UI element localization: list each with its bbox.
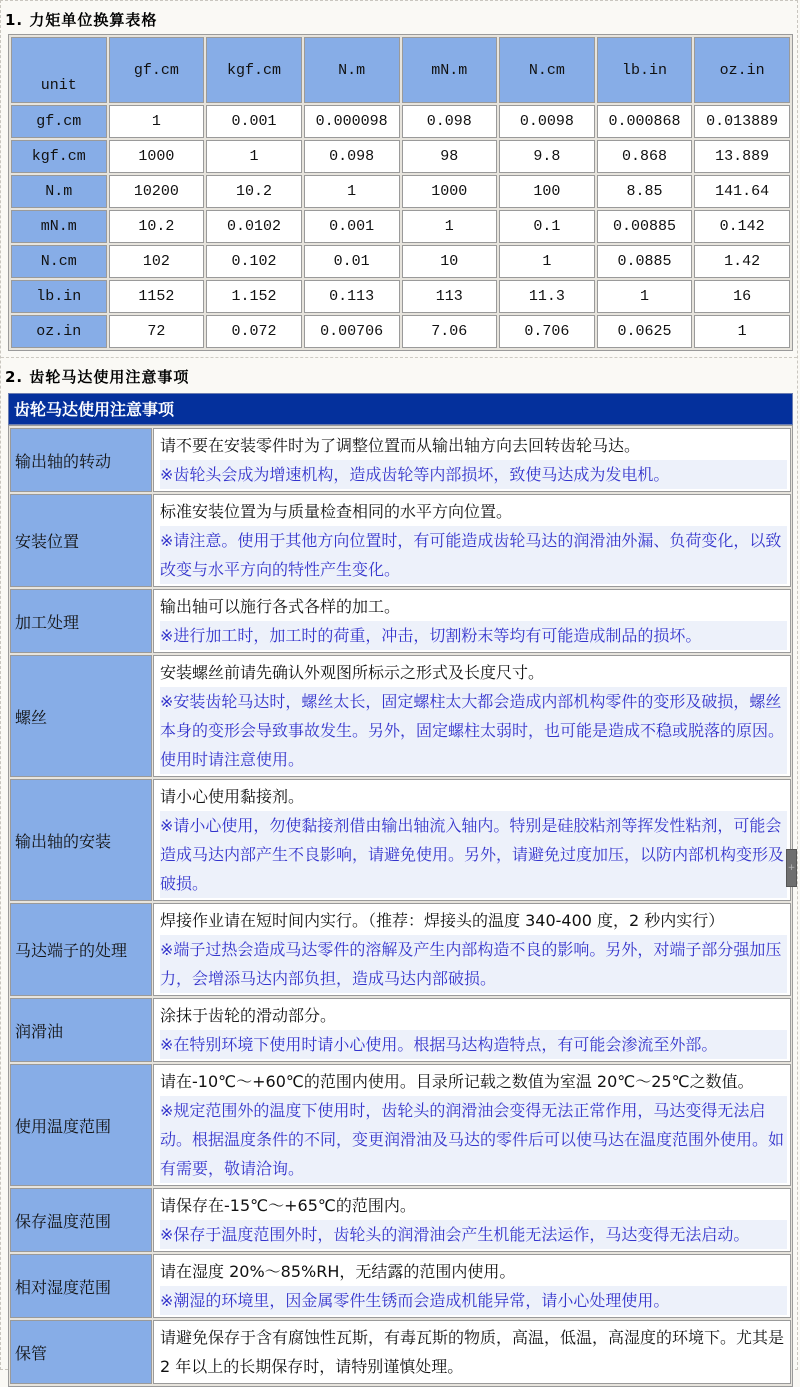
conversion-value-cell: 0.00706 (304, 315, 400, 348)
column-header-cell: lb.in (597, 37, 693, 103)
conversion-value-cell: 1 (402, 210, 498, 243)
precaution-row (10, 779, 791, 901)
conversion-value-cell: 0.0102 (206, 210, 302, 243)
precautions-table (8, 425, 793, 1387)
precaution-content-cell (153, 494, 791, 587)
precaution-content-cell (153, 1254, 791, 1318)
precaution-note-text: ※在特别环境下使用时请小心使用。根据马达构造特点，有可能会渗流至外部。 (160, 1030, 787, 1059)
conversion-value-cell: 0.868 (597, 140, 693, 173)
precaution-row (10, 1320, 791, 1384)
conversion-value-cell: 0.00885 (597, 210, 693, 243)
conversion-value-cell: 0.013889 (694, 105, 790, 138)
precaution-note-text: ※安装齿轮马达时，螺丝太长，固定螺柱太大都会造成内部机构零件的变形及破损，螺丝本身的变形会导致事故发生。另外，固定螺柱太弱时，也可能是造成不稳或脱落的原因。使用时请注意使用。 (160, 687, 787, 774)
conversion-value-cell: 1.42 (694, 245, 790, 278)
precaution-label-cell: 使用温度范围 (10, 1064, 152, 1186)
row-unit-cell: kgf.cm (11, 140, 107, 173)
conversion-value-cell: 1 (597, 280, 693, 313)
precaution-row (10, 494, 791, 587)
conversion-row (11, 280, 790, 313)
conversion-value-cell: 0.0885 (597, 245, 693, 278)
conversion-value-cell: 1 (499, 245, 595, 278)
conversion-value-cell: 9.8 (499, 140, 595, 173)
row-unit-cell: gf.cm (11, 105, 107, 138)
conversion-row (11, 140, 790, 173)
precaution-note-text: ※规定范围外的温度下使用时，齿轮头的润滑油会变得无法正常作用，马达变得无法启动。根据温度条件的不同，变更润滑油及马达的零件后可以使马达在温度范围外使用。如有需要，敬请洽询。 (160, 1096, 787, 1183)
column-header-cell: kgf.cm (206, 37, 302, 103)
conversion-row (11, 245, 790, 278)
conversion-row (11, 210, 790, 243)
precaution-row (10, 1188, 791, 1252)
conversion-value-cell: 0.001 (304, 210, 400, 243)
precaution-note-text: ※端子过热会造成马达零件的溶解及产生内部构造不良的影响。另外，对端子部分强加压力，会增添马达内部负担，造成马达内部破损。 (160, 935, 787, 993)
precaution-main-text: 焊接作业请在短时间内实行。（推荐：焊接头的温度 340-400 度，2 秒内实行） (160, 911, 725, 930)
precaution-note-text: ※潮湿的环境里，因金属零件生锈而会造成机能异常，请小心处理使用。 (160, 1286, 787, 1315)
precaution-main-text: 输出轴可以施行各式各样的加工。 (160, 597, 401, 616)
section2-title: 2. 齿轮马达使用注意事项 (5, 368, 190, 386)
precaution-row (10, 998, 791, 1062)
conversion-value-cell: 1.152 (206, 280, 302, 313)
conversion-value-cell: 0.000868 (597, 105, 693, 138)
precaution-main-text: 安装螺丝前请先确认外观图所标示之形式及长度尺寸。 (160, 663, 545, 682)
precaution-label-cell: 安装位置 (10, 494, 152, 587)
precaution-content-cell (153, 998, 791, 1062)
column-header-cell: oz.in (694, 37, 790, 103)
conversion-value-cell: 102 (109, 245, 205, 278)
precaution-note-text: ※请注意。使用于其他方向位置时，有可能造成齿轮马达的润滑油外漏、负荷变化，以致改变与水平方向的特性产生变化。 (160, 526, 787, 584)
conversion-value-cell: 100 (499, 175, 595, 208)
precaution-note-text: ※进行加工时，加工时的荷重，冲击，切割粉末等均有可能造成制品的损坏。 (160, 621, 787, 650)
conversion-value-cell: 1 (694, 315, 790, 348)
precaution-row (10, 428, 791, 492)
conversion-row (11, 175, 790, 208)
precaution-main-text: 请在湿度 20%～85%RH，无结露的范围内使用。 (160, 1262, 516, 1281)
conversion-value-cell: 0.0098 (499, 105, 595, 138)
precaution-label-cell: 马达端子的处理 (10, 903, 152, 996)
precaution-label-cell: 输出轴的转动 (10, 428, 152, 492)
precaution-main-text: 涂抹于齿轮的滑动部分。 (160, 1006, 337, 1025)
precaution-label-cell: 输出轴的安装 (10, 779, 152, 901)
conversion-row (11, 105, 790, 138)
precaution-main-text: 请保存在-15℃～+65℃的范围内。 (160, 1196, 416, 1215)
precaution-note-text: ※齿轮头会成为增速机构，造成齿轮等内部损坏，致使马达成为发电机。 (160, 460, 787, 489)
column-header-cell: gf.cm (109, 37, 205, 103)
conversion-value-cell: 0.072 (206, 315, 302, 348)
precaution-row (10, 655, 791, 777)
precaution-content-cell (153, 589, 791, 653)
conversion-value-cell: 13.889 (694, 140, 790, 173)
conversion-value-cell: 10200 (109, 175, 205, 208)
row-unit-cell: N.m (11, 175, 107, 208)
conversion-value-cell: 10.2 (109, 210, 205, 243)
conversion-row (11, 315, 790, 348)
precaution-main-text: 请避免保存于含有腐蚀性瓦斯，有毒瓦斯的物质，高温，低温，高湿度的环境下。尤其是 2 年以上的长期保存时，请特别谨慎处理。 (160, 1328, 785, 1376)
precaution-label-cell: 保管 (10, 1320, 152, 1384)
precaution-row (10, 1064, 791, 1186)
unit-header-cell: unit (11, 37, 107, 103)
conversion-value-cell: 10.2 (206, 175, 302, 208)
precaution-content-cell (153, 428, 791, 492)
conversion-header-row (11, 37, 790, 103)
conversion-value-cell: 11.3 (499, 280, 595, 313)
conversion-value-cell: 1152 (109, 280, 205, 313)
row-unit-cell: lb.in (11, 280, 107, 313)
precaution-main-text: 请小心使用黏接剂。 (160, 787, 305, 806)
precautions-header-bar: 齿轮马达使用注意事项 (8, 393, 793, 425)
conversion-value-cell: 8.85 (597, 175, 693, 208)
precaution-content-cell (153, 1064, 791, 1186)
precaution-label-cell: 加工处理 (10, 589, 152, 653)
section1-title: 1. 力矩单位换算表格 (5, 11, 158, 29)
conversion-value-cell: 1 (206, 140, 302, 173)
precaution-label-cell: 保存温度范围 (10, 1188, 152, 1252)
conversion-value-cell: 16 (694, 280, 790, 313)
conversion-value-cell: 0.000098 (304, 105, 400, 138)
conversion-value-cell: 0.098 (304, 140, 400, 173)
conversion-value-cell: 0.142 (694, 210, 790, 243)
precaution-main-text: 请不要在安装零件时为了调整位置而从输出轴方向去回转齿轮马达。 (160, 436, 641, 455)
precaution-content-cell (153, 779, 791, 901)
column-header-cell: N.m (304, 37, 400, 103)
precaution-label-cell: 螺丝 (10, 655, 152, 777)
conversion-value-cell: 1 (304, 175, 400, 208)
precaution-label-cell: 相对湿度范围 (10, 1254, 152, 1318)
precaution-content-cell (153, 1188, 791, 1252)
conversion-value-cell: 0.102 (206, 245, 302, 278)
conversion-value-cell: 0.0625 (597, 315, 693, 348)
column-header-cell: N.cm (499, 37, 595, 103)
conversion-value-cell: 10 (402, 245, 498, 278)
conversion-value-cell: 1000 (402, 175, 498, 208)
conversion-value-cell: 1000 (109, 140, 205, 173)
conversion-value-cell: 0.1 (499, 210, 595, 243)
precaution-label-cell: 润滑油 (10, 998, 152, 1062)
conversion-value-cell: 0.706 (499, 315, 595, 348)
precaution-row (10, 1254, 791, 1318)
conversion-value-cell: 1 (109, 105, 205, 138)
precaution-content-cell (153, 1320, 791, 1384)
conversion-value-cell: 141.64 (694, 175, 790, 208)
column-header-cell: mN.m (402, 37, 498, 103)
row-unit-cell: mN.m (11, 210, 107, 243)
precautions-table-body (10, 428, 791, 1384)
scrollbar-thumb[interactable]: + (786, 849, 797, 887)
conversion-value-cell: 113 (402, 280, 498, 313)
conversion-value-cell: 0.001 (206, 105, 302, 138)
precaution-content-cell (153, 655, 791, 777)
conversion-value-cell: 72 (109, 315, 205, 348)
precaution-content-cell (153, 903, 791, 996)
row-unit-cell: oz.in (11, 315, 107, 348)
precaution-row (10, 589, 791, 653)
precaution-note-text: ※请小心使用，勿使黏接剂借由输出轴流入轴内。特别是硅胶粘剂等挥发性粘剂，可能会造成马达内部产生不良影响，请避免使用。另外，请避免过度加压，以防内部机构变形及破损。 (160, 811, 787, 898)
precaution-main-text: 请在-10℃～+60℃的范围内使用。目录所记载之数值为室温 20℃～25℃之数值。 (160, 1072, 754, 1091)
torque-conversion-table (8, 34, 793, 351)
precaution-main-text: 标准安装位置为与质量检查相同的水平方向位置。 (160, 502, 513, 521)
precaution-row (10, 903, 791, 996)
conversion-value-cell: 7.06 (402, 315, 498, 348)
precaution-note-text: ※保存于温度范围外时，齿轮头的润滑油会产生机能无法运作，马达变得无法启动。 (160, 1220, 787, 1249)
conversion-table-body (11, 105, 790, 348)
conversion-value-cell: 98 (402, 140, 498, 173)
conversion-value-cell: 0.113 (304, 280, 400, 313)
row-unit-cell: N.cm (11, 245, 107, 278)
conversion-value-cell: 0.098 (402, 105, 498, 138)
conversion-value-cell: 0.01 (304, 245, 400, 278)
